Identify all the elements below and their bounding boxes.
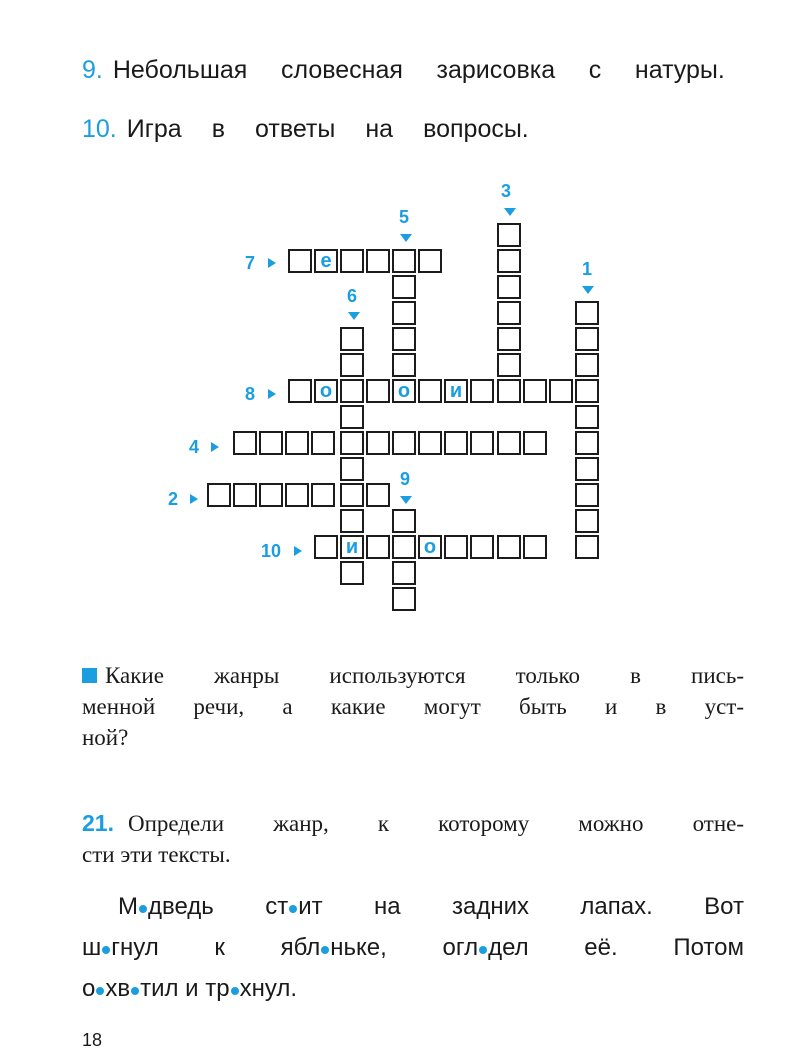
crossword-cell: о	[314, 379, 338, 403]
crossword-cell	[523, 379, 547, 403]
crossword-cell	[497, 249, 521, 273]
crossword-cell	[340, 509, 364, 533]
missing-letter-dot	[289, 905, 297, 913]
crossword-cell: о	[392, 379, 416, 403]
crossword-cell	[392, 431, 416, 455]
clue-number: 10.	[82, 115, 117, 143]
crossword-cell	[549, 379, 573, 403]
crossword-cell	[366, 431, 390, 455]
word-label-4: 4	[189, 437, 200, 457]
crossword-cell	[311, 483, 335, 507]
crossword-cell	[575, 483, 599, 507]
crossword-cell: е	[314, 249, 338, 273]
crossword-cell	[523, 431, 547, 455]
crossword-cell	[392, 353, 416, 377]
square-bullet-icon	[82, 668, 97, 683]
word-label-5: 5	[399, 207, 410, 227]
crossword-cell	[418, 379, 442, 403]
clue-text: Небольшая словесная зарисовка с натуры.	[112, 56, 725, 84]
crossword-cell	[392, 561, 416, 585]
crossword-cell	[233, 431, 257, 455]
crossword-cell	[340, 353, 364, 377]
text-line: о хв тил и тр хнул.	[82, 975, 297, 1002]
question-line: ной?	[82, 725, 129, 750]
clue-text: Игра в ответы на вопросы.	[126, 115, 529, 143]
crossword-cell	[392, 275, 416, 299]
arrow-down-icon	[348, 312, 360, 320]
crossword-cell	[444, 535, 468, 559]
question-line: менной речи, а какие могут быть и в уст-	[82, 694, 744, 719]
crossword-cell	[288, 379, 312, 403]
crossword-cell	[575, 379, 599, 403]
arrow-down-icon	[582, 286, 594, 294]
missing-letter-dot	[131, 987, 139, 995]
word-label-10: 10	[261, 541, 282, 561]
word-label-6: 6	[347, 286, 358, 306]
crossword-cell	[233, 483, 257, 507]
arrow-down-icon	[400, 496, 412, 504]
crossword-cell	[340, 327, 364, 351]
crossword-cell	[340, 431, 364, 455]
crossword-cell	[392, 327, 416, 351]
crossword-cell	[366, 483, 390, 507]
crossword-cell	[575, 509, 599, 533]
crossword-cell	[575, 301, 599, 325]
word-label-1: 1	[582, 259, 593, 279]
crossword-cell	[575, 327, 599, 351]
crossword-cell	[285, 483, 309, 507]
arrow-right-icon	[190, 494, 198, 504]
arrow-right-icon	[211, 442, 219, 452]
crossword-cell	[497, 535, 521, 559]
crossword-cell	[366, 249, 390, 273]
crossword-cell	[288, 249, 312, 273]
arrow-right-icon	[268, 258, 276, 268]
crossword-cell	[340, 379, 364, 403]
crossword-cell	[340, 483, 364, 507]
crossword-cell	[314, 535, 338, 559]
crossword-cell	[470, 431, 494, 455]
task-number: 21.	[82, 810, 114, 836]
crossword-cell	[392, 535, 416, 559]
crossword-cell	[340, 457, 364, 481]
crossword-cell	[366, 535, 390, 559]
text-line: М дведь ст ит на задних лапах. Вот	[118, 893, 744, 920]
crossword-cell	[285, 431, 309, 455]
crossword-cell	[340, 405, 364, 429]
crossword-cell	[259, 483, 283, 507]
crossword-cell	[311, 431, 335, 455]
crossword-cell	[418, 431, 442, 455]
question-block	[82, 660, 744, 753]
crossword-cell	[340, 561, 364, 585]
task-21	[82, 808, 744, 870]
crossword-cell	[497, 275, 521, 299]
crossword-cell	[366, 379, 390, 403]
missing-letter-dot	[139, 905, 147, 913]
question-line: Какие жанры используются только в пись-	[82, 660, 744, 691]
word-label-2: 2	[168, 489, 179, 509]
crossword-cell	[497, 379, 521, 403]
missing-letter-dot	[96, 987, 104, 995]
task-line: сти эти тексты.	[82, 842, 231, 867]
word-label-9: 9	[400, 469, 411, 489]
word-label-7: 7	[245, 253, 256, 273]
crossword-cell	[418, 249, 442, 273]
crossword-cell	[340, 249, 364, 273]
crossword-cell	[259, 431, 283, 455]
missing-letter-dot	[479, 946, 487, 954]
crossword-cell: и	[340, 535, 364, 559]
crossword-cell	[497, 431, 521, 455]
crossword-cell	[575, 457, 599, 481]
arrow-down-icon	[400, 234, 412, 242]
arrow-right-icon	[294, 546, 302, 556]
crossword-cell	[497, 353, 521, 377]
crossword-cell	[497, 223, 521, 247]
missing-letter-dot	[231, 987, 239, 995]
task-line: 21. Определи жанр, к которому можно отне-	[82, 810, 744, 836]
crossword-cell	[575, 353, 599, 377]
crossword-cell	[470, 535, 494, 559]
exercise-text	[82, 886, 744, 1009]
crossword-cell	[392, 509, 416, 533]
crossword-cell	[575, 405, 599, 429]
crossword-cell	[470, 379, 494, 403]
word-label-8: 8	[245, 384, 256, 404]
crossword-cell	[207, 483, 231, 507]
crossword-cell	[575, 431, 599, 455]
word-label-3: 3	[501, 181, 512, 201]
page-number: 18	[82, 1030, 103, 1050]
text-line: ш гнул к ябл ньке, огл дел её. Потом	[82, 934, 744, 961]
crossword-cell	[392, 301, 416, 325]
crossword-cell	[523, 535, 547, 559]
crossword-cell: и	[444, 379, 468, 403]
clue-number: 9.	[82, 56, 103, 84]
missing-letter-dot	[102, 946, 110, 954]
crossword-cell: о	[418, 535, 442, 559]
crossword-cell	[444, 431, 468, 455]
arrow-right-icon	[268, 389, 276, 399]
crossword-cell	[497, 327, 521, 351]
crossword-cell	[497, 301, 521, 325]
crossword-cell	[392, 587, 416, 611]
crossword-cell	[575, 535, 599, 559]
missing-letter-dot	[321, 946, 329, 954]
crossword-cell	[392, 249, 416, 273]
arrow-down-icon	[504, 208, 516, 216]
